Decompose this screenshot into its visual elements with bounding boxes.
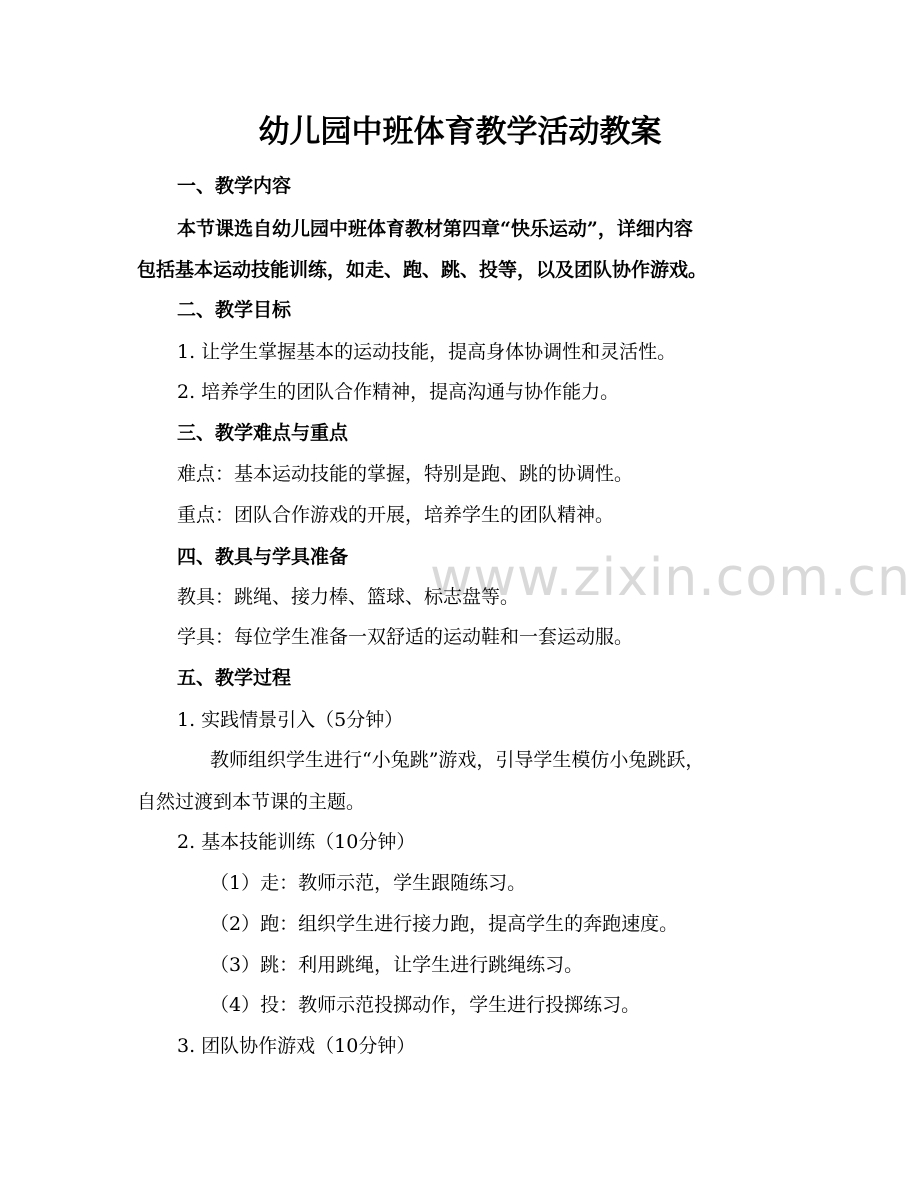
process-step-1-title: 1. 实践情景引入（5分钟） [177, 709, 404, 731]
skill-item-run: （2）跑：组织学生进行接力跑，提高学生的奔跑速度。 [210, 913, 679, 935]
document-title: 幼儿园中班体育教学活动教案 [258, 114, 662, 150]
process-step-1-line-2: 自然过渡到本节课的主题。 [137, 791, 366, 813]
goal-item-1: 1. 让学生掌握基本的运动技能，提高身体协调性和灵活性。 [177, 341, 677, 363]
section-heading-goals: 二、教学目标 [177, 299, 292, 321]
difficult-point: 难点：基本运动技能的掌握，特别是跑、跳的协调性。 [177, 463, 634, 485]
goal-item-2: 2. 培养学生的团队合作精神，提高沟通与协作能力。 [177, 381, 620, 403]
teacher-materials: 教具：跳绳、接力棒、篮球、标志盘等。 [177, 586, 520, 608]
section-heading-materials: 四、教具与学具准备 [177, 546, 349, 568]
skill-item-walk: （1）走：教师示范，学生跟随练习。 [210, 872, 527, 894]
content-paragraph-line-1: 本节课选自幼儿园中班体育教材第四章“快乐运动”，详细内容 [177, 218, 693, 240]
skill-item-throw: （4）投：教师示范投掷动作，学生进行投掷练习。 [210, 994, 641, 1016]
watermark: www.zixin.com.cn [430, 548, 911, 608]
process-step-2-title: 2. 基本技能训练（10分钟） [177, 831, 416, 853]
key-point: 重点：团队合作游戏的开展，培养学生的团队精神。 [177, 504, 615, 526]
process-step-3-title: 3. 团队协作游戏（10分钟） [177, 1035, 416, 1057]
content-paragraph-line-2: 包括基本运动技能训练，如走、跑、跳、投等，以及团队协作游戏。 [137, 259, 708, 281]
student-materials: 学具：每位学生准备一双舒适的运动鞋和一套运动服。 [177, 626, 634, 648]
skill-item-jump: （3）跳：利用跳绳，让学生进行跳绳练习。 [210, 954, 584, 976]
process-step-1-line-1: 教师组织学生进行“小兔跳”游戏，引导学生模仿小兔跳跃， [210, 749, 705, 771]
section-heading-process: 五、教学过程 [177, 667, 292, 689]
section-heading-difficulty: 三、教学难点与重点 [177, 422, 349, 444]
section-heading-content: 一、教学内容 [177, 175, 292, 197]
